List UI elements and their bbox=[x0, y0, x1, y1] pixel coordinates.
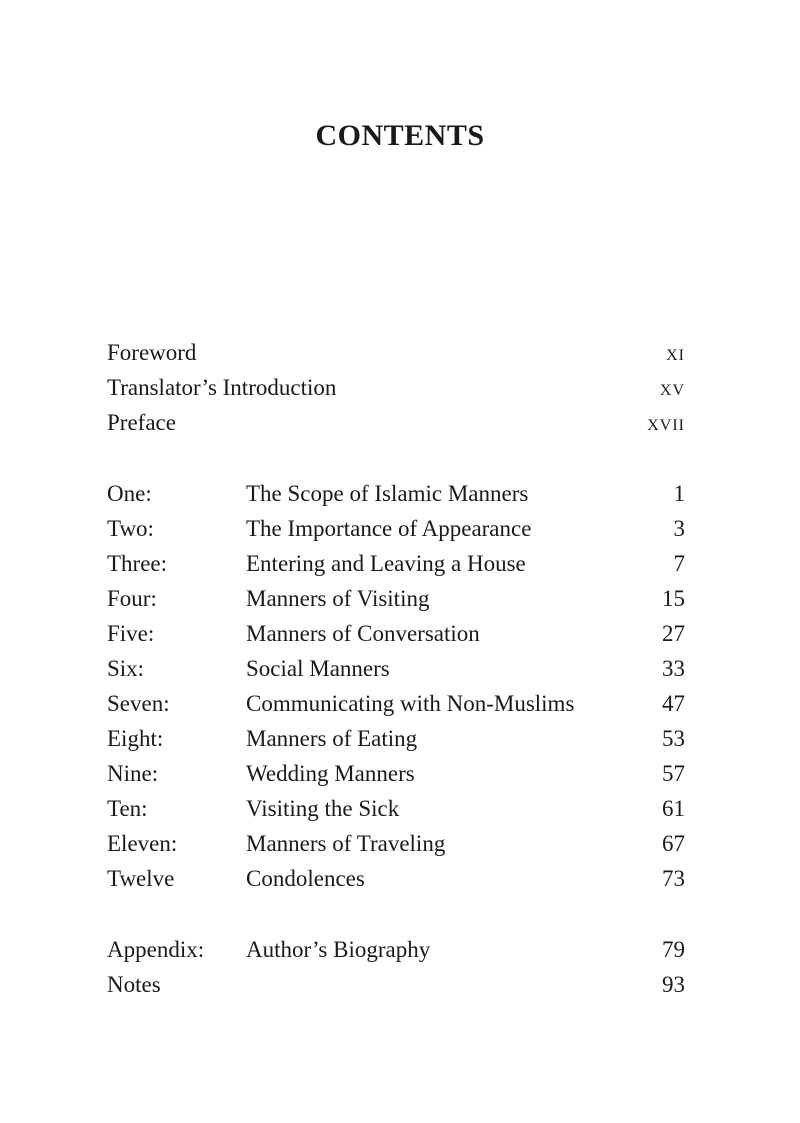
chapter-title: Social Manners bbox=[246, 656, 390, 681]
chapter-number: Six: bbox=[107, 656, 145, 681]
entry-page: 1 bbox=[673, 481, 685, 506]
chapter-title: Manners of Conversation bbox=[246, 621, 480, 646]
toc-entry-chapter[interactable] bbox=[107, 791, 685, 826]
entry-title: Author’s Biography bbox=[246, 937, 431, 962]
front-matter-list bbox=[107, 335, 685, 440]
page-title: CONTENTS bbox=[315, 119, 485, 152]
chapter-number: Eight: bbox=[107, 726, 164, 751]
chapter-number: Twelve bbox=[107, 866, 175, 891]
chapter-number: Seven: bbox=[107, 691, 170, 716]
entry-page: 57 bbox=[662, 761, 685, 786]
chapter-title: Entering and Leaving a House bbox=[246, 551, 526, 576]
chapter-title: Condolences bbox=[246, 866, 365, 891]
entry-label: Appendix: bbox=[107, 937, 205, 962]
toc-entry-translators-introduction[interactable] bbox=[107, 370, 685, 405]
entry-page: 61 bbox=[662, 796, 685, 821]
toc-entry-chapter[interactable] bbox=[107, 756, 685, 791]
entry-page: 33 bbox=[662, 656, 685, 681]
entry-page: 27 bbox=[662, 621, 685, 646]
chapter-number: Two: bbox=[107, 516, 154, 541]
toc-entry-chapter[interactable] bbox=[107, 581, 685, 616]
chapter-title: Manners of Traveling bbox=[246, 831, 446, 856]
chapter-title: Communicating with Non-Muslims bbox=[246, 691, 575, 716]
chapter-number: Eleven: bbox=[107, 831, 178, 856]
toc-entry-chapter[interactable] bbox=[107, 616, 685, 651]
toc-entry-chapter[interactable] bbox=[107, 861, 685, 896]
toc-entry-appendix[interactable] bbox=[107, 932, 685, 967]
chapter-title: Manners of Visiting bbox=[246, 586, 430, 611]
chapter-number: One: bbox=[107, 481, 152, 506]
chapter-title: Wedding Manners bbox=[246, 761, 415, 786]
entry-page: 7 bbox=[673, 551, 685, 576]
toc-entry-chapter[interactable] bbox=[107, 826, 685, 861]
chapter-title: Visiting the Sick bbox=[246, 796, 400, 821]
entry-page: xvii bbox=[647, 410, 685, 435]
entry-page: 93 bbox=[662, 972, 685, 997]
chapter-number: Ten: bbox=[107, 796, 148, 821]
back-matter-list bbox=[107, 932, 685, 1002]
entry-page: 3 bbox=[673, 516, 685, 541]
entry-page: 73 bbox=[662, 866, 685, 891]
entry-title: Preface bbox=[107, 410, 176, 435]
toc-entry-chapter[interactable] bbox=[107, 546, 685, 581]
chapter-number: Nine: bbox=[107, 761, 159, 786]
chapter-title: The Importance of Appearance bbox=[246, 516, 532, 541]
entry-page: xv bbox=[659, 375, 685, 400]
chapter-list bbox=[107, 476, 685, 896]
toc-entry-chapter[interactable] bbox=[107, 721, 685, 756]
toc-entry-chapter[interactable] bbox=[107, 476, 685, 511]
toc-entry-notes[interactable] bbox=[107, 967, 685, 1002]
chapter-number: Three: bbox=[107, 551, 168, 576]
toc-entry-chapter[interactable] bbox=[107, 651, 685, 686]
entry-title: Translator’s Introduction bbox=[107, 375, 337, 400]
entry-label: Notes bbox=[107, 972, 161, 997]
chapter-number: Five: bbox=[107, 621, 155, 646]
entry-page: 67 bbox=[662, 831, 685, 856]
chapter-title: The Scope of Islamic Manners bbox=[246, 481, 529, 506]
entry-page: 15 bbox=[662, 586, 685, 611]
entry-title: Foreword bbox=[107, 340, 197, 365]
chapter-number: Four: bbox=[107, 586, 157, 611]
entry-page: xi bbox=[666, 340, 685, 365]
toc-entry-chapter[interactable] bbox=[107, 686, 685, 721]
entry-page: 47 bbox=[662, 691, 685, 716]
toc-entry-foreword[interactable] bbox=[107, 335, 685, 370]
toc-entry-preface[interactable] bbox=[107, 405, 685, 440]
entry-page: 79 bbox=[662, 937, 685, 962]
chapter-title: Manners of Eating bbox=[246, 726, 418, 751]
toc-entry-chapter[interactable] bbox=[107, 511, 685, 546]
entry-page: 53 bbox=[662, 726, 685, 751]
